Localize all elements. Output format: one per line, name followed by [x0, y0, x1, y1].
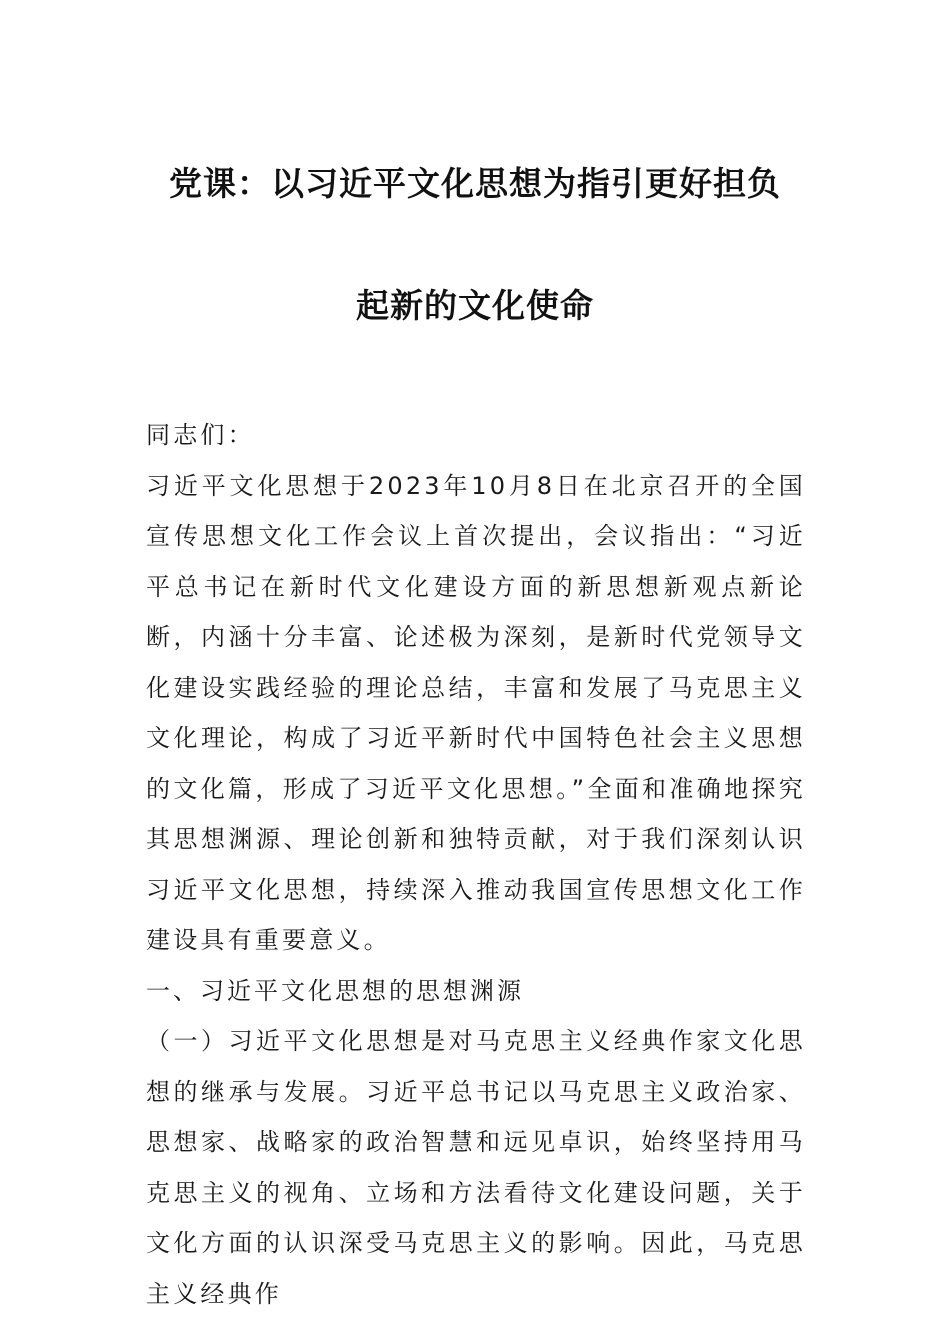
salutation: 同志们： [146, 421, 255, 449]
document-title-line-2: 起新的文化使命 [356, 286, 594, 325]
paragraph-section-1-1: （一）习近平文化思想是对马克思主义经典作家文化思想的继承与发展。习近平总书记以马克思主义政治家、思想家、战略家的政治智慧和远见卓识，始终坚持用马克思主义的视角、立场和方法看待文化建设问题，关于文化方面的认识深受马克思主义的影响。因此，马克思主义经典作 [146, 1027, 806, 1308]
paragraph-intro: 习近平文化思想于2023年10月8日在北京召开的全国宣传思想文化工作会议上首次提出，会议指出：“习近平总书记在新时代文化建设方面的新思想新观点新论断，内涵十分丰富、论述极为深刻，是新时代党领导文化建设实践经验的理论总结，丰富和发展了马克思主义文化理论，构成了习近平新时代中国特色社会主义思想的文化篇，形成了习近平文化思想。”全面和准确地探究其思想渊源、理论创新和独特贡献，对于我们深刻认识习近平文化思想，持续深入推动我国宣传思想文化工作建设具有重要意义。 [146, 471, 806, 954]
document-title-line-1: 党课：以习近平文化思想为指引更好担负 [169, 164, 781, 203]
section-heading-1: 一、习近平文化思想的思想渊源 [146, 976, 524, 1005]
document-body [146, 410, 806, 1319]
